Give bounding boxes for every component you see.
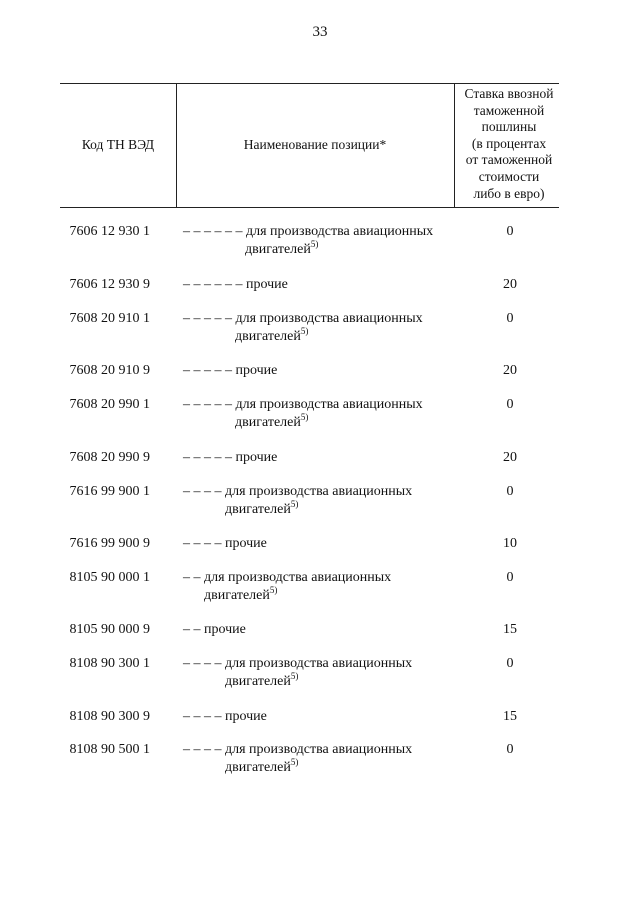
row-text-continued: двигателей xyxy=(225,502,291,517)
row-rate: 20 xyxy=(503,363,517,378)
row-text: для производства авиационных xyxy=(225,742,413,757)
row-dashes: – – xyxy=(183,622,201,637)
row-text: для производства авиационных xyxy=(225,656,413,671)
row-code: 7616 99 900 9 xyxy=(69,536,150,551)
footnote-mark: 5) xyxy=(269,585,278,595)
footnote-mark: 5) xyxy=(300,412,309,422)
row-rate: 10 xyxy=(503,536,517,551)
row-text: для производства авиационных xyxy=(246,224,434,239)
row-rate: 0 xyxy=(506,311,514,326)
row-dashes: – – – – – – xyxy=(183,224,243,239)
row-text: прочие xyxy=(246,277,288,292)
row-rate: 20 xyxy=(503,277,517,292)
rate-header-line: стоимости xyxy=(478,168,540,184)
row-code: 7608 20 990 1 xyxy=(69,397,150,412)
row-code: 8105 90 000 1 xyxy=(69,570,150,585)
row-dashes: – – – – xyxy=(183,742,222,757)
page-number: 33 xyxy=(312,24,328,40)
row-description xyxy=(183,622,463,638)
row-description xyxy=(183,742,463,776)
row-text-continued: двигателей xyxy=(225,674,291,689)
column-header-name: Наименование позиции* xyxy=(243,137,387,152)
row-dashes: – – – – xyxy=(183,709,222,724)
row-rate: 0 xyxy=(506,570,514,585)
rate-header-line: Ставка ввозной xyxy=(464,86,554,101)
footnote-mark: 5) xyxy=(290,671,299,681)
row-description xyxy=(183,224,463,258)
row-rate: 20 xyxy=(503,450,517,465)
row-code: 7608 20 910 9 xyxy=(69,363,150,378)
row-description xyxy=(183,277,463,293)
row-description xyxy=(183,570,463,604)
table-row xyxy=(0,742,640,802)
row-code: 7608 20 910 1 xyxy=(69,311,150,326)
footnote-mark: 5) xyxy=(310,239,319,249)
footnote-mark: 5) xyxy=(290,499,299,509)
rate-header-line: от таможенной xyxy=(465,152,553,168)
row-rate: 0 xyxy=(506,224,514,239)
row-description xyxy=(183,450,463,466)
column-header-code: Код ТН ВЭД xyxy=(81,137,155,152)
row-dashes: – – – – xyxy=(183,536,222,551)
table-header-bottom-rule xyxy=(60,207,559,208)
row-code: 8105 90 000 9 xyxy=(69,622,150,637)
column-header-rate xyxy=(454,86,564,202)
rate-header-line: пошлины xyxy=(481,119,537,135)
row-text: прочие xyxy=(235,450,278,465)
row-text: прочие xyxy=(225,709,267,724)
rate-header-line: (в процентах xyxy=(471,135,547,151)
row-description xyxy=(183,397,463,431)
row-dashes: – – – – – xyxy=(183,397,232,412)
table-row xyxy=(0,397,640,457)
table-row xyxy=(0,484,640,544)
row-description xyxy=(183,709,463,725)
table-row xyxy=(0,570,640,630)
row-dashes: – – – – – xyxy=(183,311,232,326)
row-code: 7606 12 930 9 xyxy=(69,277,150,292)
row-text: прочие xyxy=(204,622,246,637)
row-text: прочие xyxy=(235,363,278,378)
row-rate: 0 xyxy=(506,397,514,412)
row-code: 7606 12 930 1 xyxy=(69,224,150,239)
row-dashes: – – xyxy=(183,570,201,585)
row-text-continued: двигателей xyxy=(204,588,270,603)
footnote-mark: 5) xyxy=(300,326,309,336)
row-code: 8108 90 300 1 xyxy=(69,656,150,671)
rate-header-line: либо в евро) xyxy=(473,185,545,201)
row-rate: 0 xyxy=(506,742,514,757)
row-rate: 0 xyxy=(506,656,514,671)
row-text: для производства авиационных xyxy=(235,311,423,326)
row-description xyxy=(183,311,463,345)
row-dashes: – – – – xyxy=(183,656,222,671)
row-code: 8108 90 500 1 xyxy=(69,742,150,757)
row-text-continued: двигателей xyxy=(225,760,291,775)
row-code: 7616 99 900 1 xyxy=(69,484,150,499)
row-description xyxy=(183,363,463,379)
row-description xyxy=(183,536,463,552)
rate-header-line: таможенной xyxy=(473,102,545,118)
row-description xyxy=(183,656,463,690)
row-dashes: – – – – xyxy=(183,484,222,499)
row-code: 8108 90 300 9 xyxy=(69,709,150,724)
row-text: для производства авиационных xyxy=(235,397,423,412)
row-dashes: – – – – – – xyxy=(183,277,243,292)
table-row xyxy=(0,311,640,371)
row-text: для производства авиационных xyxy=(225,484,413,499)
row-text: прочие xyxy=(225,536,267,551)
row-rate: 0 xyxy=(506,484,514,499)
row-description xyxy=(183,484,463,518)
table-header-top-rule xyxy=(60,83,559,84)
table-row xyxy=(0,656,640,716)
row-text-continued: двигателей xyxy=(245,242,311,257)
row-dashes: – – – – – xyxy=(183,450,232,465)
row-code: 7608 20 990 9 xyxy=(69,450,150,465)
row-rate: 15 xyxy=(503,709,517,724)
table-row xyxy=(0,224,640,284)
row-text-continued: двигателей xyxy=(235,415,301,430)
row-text: для производства авиационных xyxy=(204,570,392,585)
row-dashes: – – – – – xyxy=(183,363,232,378)
footnote-mark: 5) xyxy=(290,757,299,767)
row-text-continued: двигателей xyxy=(235,329,301,344)
row-rate: 15 xyxy=(503,622,517,637)
